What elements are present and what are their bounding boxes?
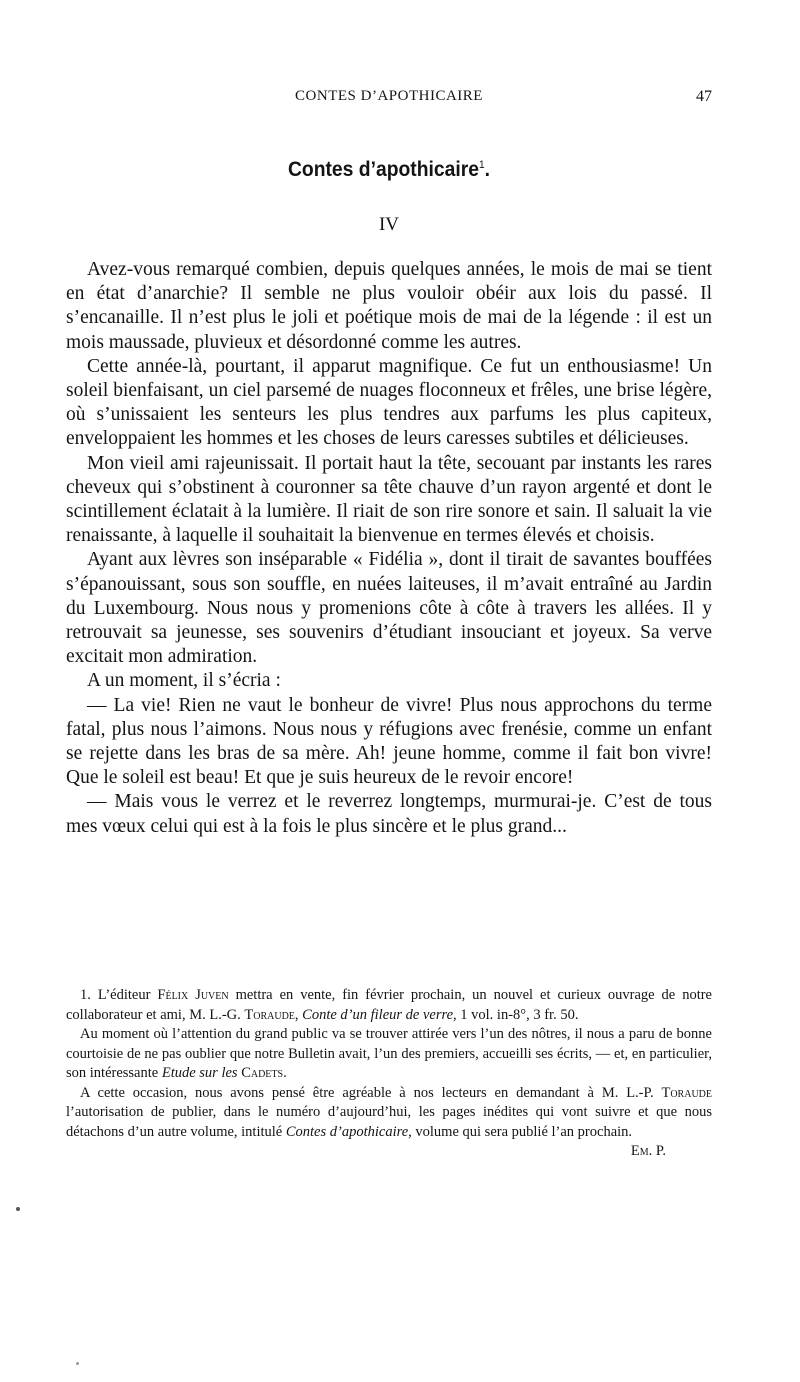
work-title-name: Cadets bbox=[241, 1065, 284, 1081]
footnote-3 bbox=[66, 1084, 712, 1159]
body-text bbox=[66, 258, 712, 839]
paragraph: Mon vieil ami rajeunissait. Il portait haut la tête, secouant par instants les rares cheveux qui s’obstinent à couronner sa tête chauve d’un rayon argenté et dont le scintillement éclatait à la lumière. Il riait de son rire sonore et sain. Il saluait la vie renaissante, à laquelle il souhaitait la bienvenue en termes élevés et choisis. bbox=[66, 452, 712, 547]
footnote-text: , 1 vol. in-8°, 3 fr. 50. bbox=[453, 1006, 579, 1023]
work-title: Etude sur les bbox=[161, 1065, 242, 1081]
article-title-text: Contes d’apothicaire bbox=[287, 158, 480, 181]
author-name: Toraude bbox=[661, 1084, 712, 1101]
author-name: Toraude bbox=[244, 1006, 295, 1023]
footnote-number: 1. bbox=[80, 987, 91, 1003]
footnote-2 bbox=[66, 1025, 712, 1084]
paragraph: Cette année-là, pourtant, il apparut magnifique. Ce fut un enthousiasme! Un soleil bienfaisant, un ciel parsemé de nuages floconneux et frêles, une brise légère, où s’unissaient les senteurs les plus tendres aux parfums les plus capiteux, enveloppaient les hommes et les choses de leurs caresses subtiles et délicieuses. bbox=[66, 355, 712, 450]
footnote-mark[interactable]: 1 bbox=[479, 159, 485, 171]
paragraph: A un moment, il s’écria : bbox=[87, 670, 281, 692]
signature: Em. P. bbox=[630, 1143, 666, 1159]
work-title: Contes d’apothicaire bbox=[285, 1123, 409, 1140]
article-title: Contes d’apothicaire$^1$. bbox=[287, 158, 491, 181]
footnote-text: A cette occasion, nous avons pensé être agréable à nos lecteurs en demandant à M. L.-P. bbox=[80, 1084, 662, 1101]
footnote-text: l’autorisation de publier, dans le numéro d’aujourd’hui, les pages inédites qui vont suivre et que nous détachons d’un autre volume, intitulé bbox=[66, 1104, 712, 1140]
paragraph: Avez-vous remarqué combien, depuis quelques années, le mois de mai se tient en état d’anarchie? Il semble ne plus vouloir obéir aux lois du passé. Il s’encanaille. Il n’est plus le joli et poétique mois de mai de la légende : il est un mois maussade, pluvieux et désordonné comme les autres. bbox=[66, 259, 712, 353]
footnote-text: . bbox=[283, 1065, 287, 1081]
paragraph: — Mais vous le verrez et le reverrez longtemps, murmurai-je. C’est de tous mes vœux celui qui est à la fois le plus sincère et le plus grand... bbox=[66, 791, 712, 837]
footnote-text: , volume qui sera publié l’an prochain. bbox=[408, 1123, 633, 1140]
footnote-text: L’éditeur bbox=[90, 987, 158, 1003]
running-head bbox=[66, 88, 712, 110]
print-speck bbox=[16, 1207, 20, 1211]
footnote-text: , bbox=[294, 1006, 303, 1023]
publisher-name: Félix Juven bbox=[157, 987, 229, 1003]
footnote-1 bbox=[66, 986, 712, 1025]
footnote-text: mettra en vente, fin février prochain, un nouvel et curieux ouvrage de notre collaborateur et ami, M. L.-G. bbox=[66, 987, 712, 1023]
running-title: CONTES D’APOTHICAIRE bbox=[295, 88, 483, 104]
page-number: 47 bbox=[696, 88, 712, 105]
paragraph: — La vie! Rien ne vaut le bonheur de vivre! Plus nous approchons du terme fatal, plus nous l’aimons. Nous nous y réfugions avec frenésie, comme un enfant se rejette dans les bras de sa mère. Ah! jeune homme, comme il fait bon vivre! Que le soleil est beau! Et que je suis heureux de le revoir encore! bbox=[66, 694, 712, 789]
print-speck bbox=[76, 1362, 79, 1365]
footnote-text: Au moment où l’attention du grand public va se trouver attirée vers l’un des nôtres, il nous a paru de bonne courtoisie de ne pas oublier que notre Bulletin avait, l’un des premiers, accueilli ses écrits, — et, en particulier, son intéressante bbox=[66, 1026, 712, 1081]
work-title: Conte d’un fileur de verre bbox=[302, 1006, 454, 1023]
footnotes bbox=[66, 986, 712, 1162]
paragraph: Ayant aux lèvres son inséparable « Fidélia », dont il tirait de savantes bouffées s’épanouissant, sous son souffle, en nuées laiteuses, il m’avait entraîné au Jardin du Luxembourg. Nous nous y promenions côte à côte à travers les allées. Il y retrouvait sa jeunesse, ses souvenirs d’étudiant insouciant et joyeux. Sa verve excitait mon admiration. bbox=[66, 549, 712, 668]
section-number: IV bbox=[378, 214, 400, 235]
